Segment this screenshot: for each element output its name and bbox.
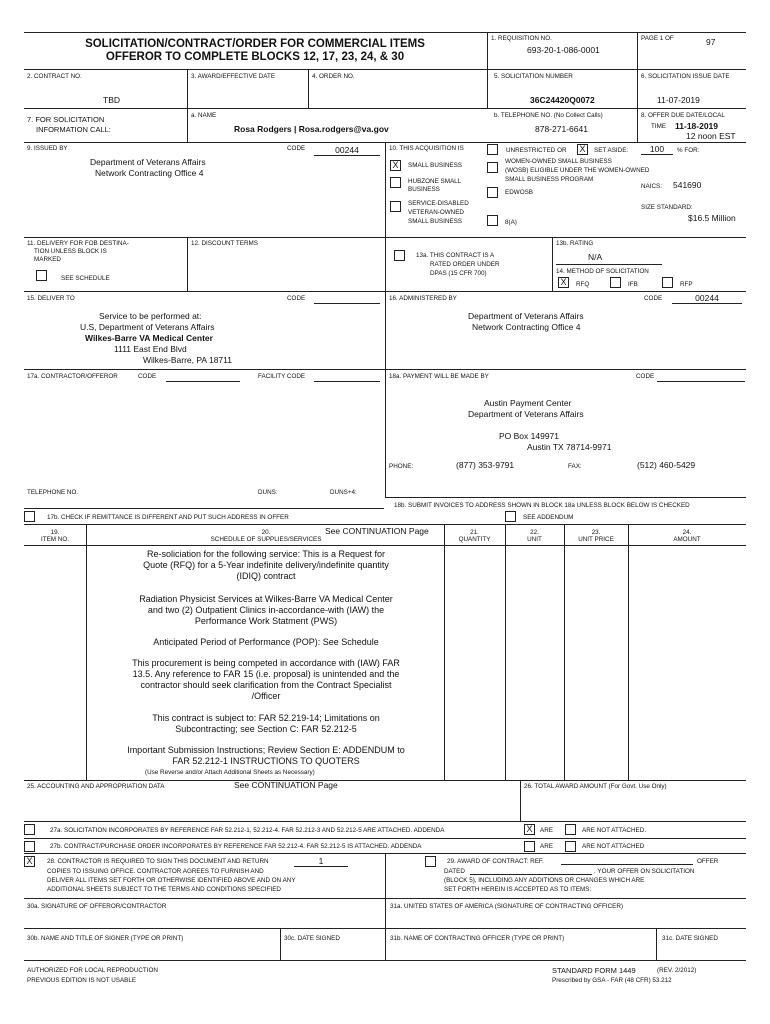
rfp-checkbox[interactable] <box>662 277 673 288</box>
rated-order-label-2: RATED ORDER UNDER <box>430 261 500 268</box>
schedule-paragraph-5: This contract is subject to: FAR 52.219-14; Limitations on Subcontracting; see Section C: FAR 52.212-5 <box>152 713 380 734</box>
signer-name-label: 30b. NAME AND TITLE OF SIGNER (TYPE OR PRINT) <box>27 935 184 942</box>
admin-line2: Network Contracting Office 4 <box>472 322 581 332</box>
contractor-label: 17a. CONTRACTOR/OFFEROR <box>27 373 118 380</box>
deliver-code-label: CODE <box>287 295 306 302</box>
co-date-label: 31c. DATE SIGNED <box>662 935 718 942</box>
wosb-checkbox[interactable] <box>487 162 498 173</box>
award-line3: (BLOCK 5), INCLUDING ANY ADDITIONS OR CHANGES WHICH ARE <box>444 877 645 884</box>
payment-code-label: CODE <box>636 373 655 380</box>
payment-label: 18a. PAYMENT WILL BE MADE BY <box>389 373 489 380</box>
method-label: 14. METHOD OF SOLICITATION <box>556 268 649 275</box>
contractor-sign-line3: DELIVER ALL ITEMS SET FORTH OR OTHERWISE IDENTIFIED ABOVE AND ON ANY <box>47 877 296 884</box>
unit-price-header: UNIT PRICE <box>578 536 614 543</box>
payment-code-field[interactable] <box>657 371 745 382</box>
footer-form-rev: (REV. 2/2012) <box>657 967 697 974</box>
requisition-value[interactable]: 693-20-1-086-0001 <box>527 45 600 55</box>
admin-code-value[interactable]: 00244 <box>672 293 742 304</box>
unit-header: UNIT <box>527 536 542 543</box>
page-total: 97 <box>706 37 716 47</box>
award-date-label: 3. AWARD/EFFECTIVE DATE <box>191 73 276 80</box>
payment-phone-label: PHONE: <box>389 463 414 470</box>
naics-value[interactable]: 541690 <box>673 180 702 190</box>
contract-no-value[interactable]: TBD <box>103 95 120 105</box>
rating-label: 13b. RATING <box>556 240 594 247</box>
schedule-paragraph-4: This procurement is being competed in accordance with (IAW) FAR 13.5. Any reference to FAR 15 (i.e. proposal) is unintended and the contractor should seek clarification from the Contract Specialist /Officer <box>132 658 400 701</box>
contact-name-value[interactable]: Rosa Rodgers | Rosa.rodgers@va.gov <box>234 124 389 134</box>
payment-line3: PO Box 149971 <box>499 431 560 441</box>
item-no-header: ITEM NO. <box>41 536 69 543</box>
telephone-label: b. TELEPHONE NO. (No Collect Calls) <box>494 112 603 119</box>
award-checkbox[interactable] <box>425 856 436 867</box>
see-addendum-label: SEE ADDENDUM <box>523 514 574 521</box>
rfp-label: RFP <box>680 281 693 288</box>
award-dated-label: DATED <box>444 868 465 875</box>
acquisition-label: 10. THIS ACQUISITION IS <box>389 145 464 152</box>
award-date-field[interactable] <box>470 867 592 875</box>
unrestricted-checkbox[interactable] <box>487 144 498 155</box>
unit-num: 22. <box>530 529 539 536</box>
footer-prescribed: Prescribed by GSA - FAR (48 CFR) 53.212 <box>552 977 672 984</box>
deliver-code-field[interactable] <box>314 294 380 304</box>
page-label: PAGE 1 OF <box>641 35 674 42</box>
contract-no-label: 2. CONTRACT NO. <box>27 73 82 80</box>
issued-code-label: CODE <box>287 145 306 152</box>
contractor-sign-checkbox[interactable]: X <box>24 856 35 867</box>
27b-are-label: ARE <box>540 843 553 850</box>
rated-order-checkbox[interactable] <box>394 250 405 261</box>
27b-are-checkbox[interactable] <box>524 841 535 852</box>
delivery-label-1: 11. DELIVERY FOR FOB DESTINA- <box>27 240 129 247</box>
quantity-num: 21. <box>470 529 479 536</box>
hubzone-checkbox[interactable] <box>390 177 401 188</box>
edwosb-label: EDWOSB <box>505 189 533 196</box>
telephone-no-label: TELEPHONE NO. <box>27 489 79 496</box>
information-call-label: INFORMATION CALL: <box>36 125 111 134</box>
small-business-label: SMALL BUSINESS <box>408 162 463 169</box>
small-business-checkbox[interactable]: X <box>390 160 401 171</box>
award-ref-field[interactable] <box>561 857 693 865</box>
issued-line2: Network Contracting Office 4 <box>95 168 204 178</box>
set-aside-percent[interactable]: 100 <box>641 144 673 155</box>
form-subtitle: OFFEROR TO COMPLETE BLOCKS 12, 17, 23, 24, & 30 <box>105 51 405 63</box>
issued-by-label: 9. ISSUED BY <box>27 145 68 152</box>
item-no-num: 19. <box>50 529 60 536</box>
unrestricted-label: UNRESTRICTED OR <box>506 147 567 154</box>
27a-not-attached-label: ARE NOT ATTACHED. <box>582 827 647 834</box>
issued-line1: Department of Veterans Affairs <box>90 157 206 167</box>
admin-line1: Department of Veterans Affairs <box>468 311 584 321</box>
schedule-footnote: (Use Reverse and/or Attach Additional Sheets as Necessary) <box>145 769 315 776</box>
payment-line2: Department of Veterans Affairs <box>468 409 584 419</box>
contractor-sign-line4: ADDITIONAL SHEETS SUBJECT TO THE TERMS AND CONDITIONS SPECIFIED <box>47 886 281 893</box>
schedule-paragraph-6: Important Submission Instructions; Review Section E: ADDENDUM to FAR 52.212-1 INSTRUCTIONS TO QUOTERS <box>127 745 405 766</box>
signer-date-label: 30c. DATE SIGNED <box>284 935 340 942</box>
contractor-code-field[interactable] <box>166 371 240 382</box>
see-schedule-label: SEE SCHEDULE <box>61 275 110 282</box>
schedule-continuation: See CONTINUATION Page <box>325 526 429 536</box>
schedule-paragraph-1: Re-soliciation for the following service: This is a Request for Quote (RFQ) for a 5-Year indefinite delivery/indefinite quantity (IDIQ) contract <box>143 549 389 581</box>
deliver-line3: Wilkes-Barre VA Medical Center <box>85 333 213 343</box>
size-standard-value[interactable]: $16.5 Million <box>688 213 736 223</box>
issue-date-value[interactable]: 11-07-2019 <box>657 95 700 105</box>
co-name-label: 31b. NAME OF CONTRACTING OFFICER (TYPE OR PRINT) <box>390 935 565 942</box>
deliver-line1: Service to be performed at: <box>99 311 202 321</box>
payment-phone-value: (877) 353-9791 <box>456 460 515 470</box>
footer-previous-edition: PREVIOUS EDITION IS NOT USABLE <box>27 977 137 984</box>
solicitation-number-label: 5. SOLICITATION NUMBER <box>494 73 573 80</box>
addendum-checkbox[interactable] <box>505 511 516 522</box>
27b-checkbox[interactable] <box>24 841 35 852</box>
rfq-checkbox[interactable]: X <box>558 277 569 288</box>
size-standard-label: SIZE STANDARD: <box>641 204 693 211</box>
telephone-value[interactable]: 878-271-6641 <box>535 124 588 134</box>
sdvosb-label-2: VETERAN-OWNED <box>408 209 464 216</box>
set-aside-label: SET ASIDE: <box>594 147 629 154</box>
8a-checkbox[interactable] <box>487 215 498 226</box>
hubzone-label-1: HUBZONE SMALL <box>408 178 462 185</box>
set-aside-checkbox[interactable]: X <box>577 144 588 155</box>
deliver-line2: U.S, Department of Veterans Affairs <box>80 322 215 332</box>
27b-not-attached-checkbox[interactable] <box>565 841 576 852</box>
deliver-to-label: 15. DELIVER TO <box>27 295 75 302</box>
payment-fax-label: FAX: <box>568 463 582 470</box>
rated-order-label-3: DPAS (15 CFR 700) <box>430 270 487 277</box>
offer-due-time[interactable]: 12 noon EST <box>686 131 736 141</box>
delivery-label-3: MARKED <box>34 256 61 263</box>
27a-not-attached-checkbox[interactable] <box>565 824 576 835</box>
wosb-label-2: (WOSB) ELIGIBLE UNDER THE WOMEN-OWNED <box>505 167 650 174</box>
27a-are-checkbox[interactable]: X <box>524 824 535 835</box>
submit-invoices-label: 18b. SUBMIT INVOICES TO ADDRESS SHOWN IN BLOCK 18a UNLESS BLOCK BELOW IS CHECKED <box>394 502 690 509</box>
copies-value[interactable]: 1 <box>294 856 348 867</box>
offer-time-label: TIME <box>651 123 667 130</box>
accounting-continuation: See CONTINUATION Page <box>234 780 338 790</box>
rated-order-label-1: 13a. THIS CONTRACT IS A <box>416 252 495 259</box>
solicitation-number-value[interactable]: 36C24420Q0072 <box>530 95 595 105</box>
facility-code-label: FACILITY CODE <box>258 373 306 380</box>
wosb-label-3: SMALL BUSINESS PROGRAM <box>505 176 594 183</box>
duns-label: DUNS: <box>258 489 278 496</box>
remittance-label: 17b. CHECK IF REMITTANCE IS DIFFERENT AND PUT SUCH ADDRESS IN OFFER <box>47 514 289 521</box>
discount-terms-label: 12. DISCOUNT TERMS <box>191 240 258 247</box>
contractor-sign-line2: COPIES TO ISSUING OFFICE. CONTRACTOR AGREES TO FURNISH AND <box>47 868 264 875</box>
wosb-label-1: WOMEN-OWNED SMALL BUSINESS <box>505 158 612 165</box>
award-line4: SET FORTH HEREIN IS ACCEPTED AS TO ITEMS: <box>444 886 592 893</box>
27a-checkbox[interactable] <box>24 824 35 835</box>
rating-value[interactable]: N/A <box>588 252 603 262</box>
amount-header: AMOUNT <box>673 536 701 543</box>
offer-due-label: 8. OFFER DUE DATE/LOCAL <box>641 112 725 119</box>
edwosb-checkbox[interactable] <box>487 187 498 198</box>
issued-code-value[interactable]: 00244 <box>314 145 380 156</box>
name-label: a. NAME <box>191 112 217 119</box>
quantity-header: QUANTITY <box>458 536 491 543</box>
see-schedule-checkbox[interactable] <box>36 270 47 281</box>
naics-label: NAICS: <box>641 183 662 190</box>
signature-offeror-label: 30a. SIGNATURE OF OFFEROR/CONTRACTOR <box>27 903 167 910</box>
schedule-paragraph-3: Anticipated Period of Performance (POP): See Schedule <box>153 637 379 647</box>
for-solicitation-label: 7. FOR SOLICITATION <box>27 115 105 124</box>
duns4-label: DUNS+4: <box>330 489 357 496</box>
form-title: SOLICITATION/CONTRACT/ORDER FOR COMMERCIAL ITEMS <box>85 38 425 50</box>
award-offer-label: OFFER <box>697 858 719 865</box>
issue-date-label: 6. SOLICITATION ISSUE DATE <box>641 73 730 80</box>
schedule-header: SCHEDULE OF SUPPLIES/SERVICES <box>210 536 322 543</box>
total-award-label: 26. TOTAL AWARD AMOUNT (For Govt. Use Only) <box>524 783 667 790</box>
schedule-paragraph-2: Radiation Physicist Services at Wilkes-Barre VA Medical Center and two (2) Outpatient Clinics in-accordance-with (IAW) the Performance Work Statment (PWS) <box>139 594 393 626</box>
sdvosb-label-1: SERVICE-DISABLED <box>408 200 469 207</box>
payment-line4: Austin TX 78714-9971 <box>527 442 612 452</box>
footer-form-name: STANDARD FORM 1449 <box>552 966 636 975</box>
27a-are-label: ARE <box>540 827 553 834</box>
offer-due-date[interactable]: 11-18-2019 <box>675 121 719 131</box>
8a-label: 8(A) <box>505 219 517 226</box>
sdvosb-label-3: SMALL BUSINESS <box>408 218 463 225</box>
administered-by-label: 16. ADMINISTERED BY <box>389 295 457 302</box>
ifb-label: IFB <box>628 281 638 288</box>
order-no-label: 4. ORDER NO. <box>312 73 355 80</box>
rfq-label: RFQ <box>576 281 590 288</box>
deliver-line4: 1111 East End Blvd <box>114 344 187 354</box>
remittance-checkbox[interactable] <box>24 511 35 522</box>
payment-fax-value: (512) 460-5429 <box>637 460 696 470</box>
27b-label: 27b. CONTRACT/PURCHASE ORDER INCORPORATES BY REFERENCE FAR 52.212-4. FAR 52.212-5 IS ATTACHED. ADDENDA <box>50 843 422 850</box>
schedule-num: 20. <box>261 529 271 536</box>
requisition-label: 1. REQUISITION NO. <box>491 35 552 42</box>
hubzone-label-2: BUSINESS <box>408 186 440 193</box>
footer-reproduction: AUTHORIZED FOR LOCAL REPRODUCTION <box>27 967 158 974</box>
delivery-label-2: TION UNLESS BLOCK IS <box>34 248 107 255</box>
sdvosb-checkbox[interactable] <box>390 201 401 212</box>
admin-code-label: CODE <box>644 295 663 302</box>
amount-num: 24. <box>682 529 692 536</box>
ifb-checkbox[interactable] <box>610 277 621 288</box>
contractor-code-label: CODE <box>138 373 157 380</box>
27b-not-attached-label: ARE NOT ATTACHED <box>582 843 645 850</box>
signature-co-label: 31a. UNITED STATES OF AMERICA (SIGNATURE OF CONTRACTING OFFICER) <box>390 903 624 910</box>
award-line2b: . YOUR OFFER ON SOLICITATION <box>594 868 695 875</box>
contractor-sign-line1: 28. CONTRACTOR IS REQUIRED TO SIGN THIS DOCUMENT AND RETURN <box>47 858 269 865</box>
facility-code-field[interactable] <box>314 371 380 382</box>
27a-label: 27a. SOLICITATION INCORPORATES BY REFERENCE FAR 52.212-1, 52.212-4. FAR 52.212-3 AND 52.212-5 ARE ATTACHED. ADDENDA <box>50 827 445 834</box>
unit-price-num: 23. <box>591 529 601 536</box>
deliver-line5: Wilkes-Barre, PA 18711 <box>143 355 232 365</box>
award-line1: 29. AWARD OF CONTRACT: REF. <box>447 858 544 865</box>
accounting-label: 25. ACCOUNTING AND APPROPRIATION DATA <box>27 783 165 790</box>
percent-for-label: % FOR: <box>677 147 700 154</box>
payment-line1: Austin Payment Center <box>484 398 572 408</box>
